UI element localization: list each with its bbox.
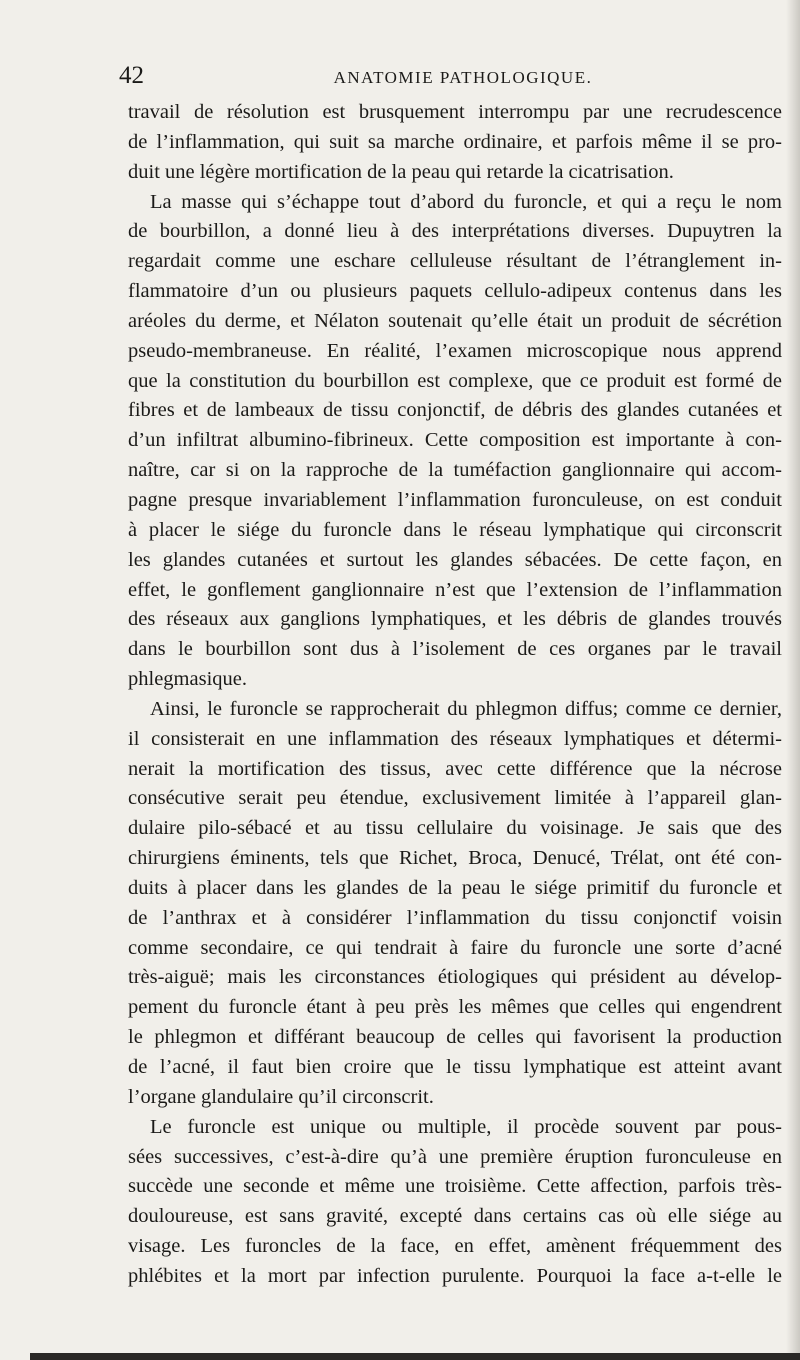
text-line: Ainsi, le furoncle se rapprocherait du phlegmon diffus; comme ce dernier, — [150, 697, 782, 720]
text-line: pseudo-membraneuse. En réalité, l’examen microscopique nous apprend — [128, 339, 782, 362]
text-line: comme secondaire, ce qui tendrait à faire du furoncle une sorte d’acné — [128, 936, 782, 959]
text-line: dulaire pilo-sébacé et au tissu cellulaire du voisinage. Je sais que des — [128, 817, 782, 840]
page-edge-shadow — [786, 0, 800, 1360]
text-line: le phlegmon et différant beaucoup de celles qui favorisent la production — [128, 1026, 782, 1049]
text-line: dans le bourbillon sont dus à l’isolement de ces organes par le travail — [128, 638, 782, 661]
text-line: flammatoire d’un ou plusieurs paquets cellulo-adipeux contenus dans les — [128, 280, 782, 303]
text-line: La masse qui s’échappe tout d’abord du furoncle, et qui a reçu le nom — [150, 190, 782, 213]
page-bottom-edge — [30, 1353, 800, 1360]
text-line: naître, car si on la rapproche de la tuméfaction ganglionnaire qui accom- — [128, 459, 782, 482]
text-line: succède une seconde et même une troisième. Cette affection, parfois très- — [128, 1175, 782, 1198]
text-line: visage. Les furoncles de la face, en effet, amènent fréquemment des — [128, 1235, 782, 1258]
text-line: chirurgiens éminents, tels que Richet, Broca, Denucé, Trélat, ont été con- — [128, 847, 782, 870]
text-line: de bourbillon, a donné lieu à des interprétations diverses. Dupuytren la — [128, 220, 782, 243]
page-header — [119, 62, 779, 96]
text-line: de l’anthrax et à considérer l’inflammation du tissu conjonctif voisin — [128, 906, 782, 929]
page-number: 42 — [119, 62, 144, 89]
text-line: phlegmasique. — [128, 668, 247, 691]
running-head: ANATOMIE PATHOLOGIQUE. — [333, 68, 593, 87]
text-line: l’organe glandulaire qu’il circonscrit. — [128, 1085, 434, 1108]
text-line: d’un infiltrat albumino-fibrineux. Cette composition est importante à con- — [128, 429, 782, 452]
text-line: consécutive serait peu étendue, exclusivement limitée à l’appareil glan- — [128, 787, 782, 810]
text-line: effet, le gonflement ganglionnaire n’est que l’extension de l’inflammation — [128, 578, 782, 601]
text-line: aréoles du derme, et Nélaton soutenait qu’elle était un produit de sécrétion — [128, 309, 782, 332]
text-line: très-aiguë; mais les circonstances étiologiques qui président au dévelop- — [128, 966, 782, 989]
text-line: les glandes cutanées et surtout les glandes sébacées. De cette façon, en — [128, 548, 782, 571]
text-line: de l’acné, il faut bien croire que le tissu lymphatique est atteint avant — [128, 1056, 782, 1078]
text-line: il consisterait en une inflammation des réseaux lymphatiques et détermi- — [128, 727, 782, 750]
text-line: pement du furoncle étant à peu près les mêmes que celles qui engendrent — [128, 996, 782, 1019]
text-line: pagne presque invariablement l’inflammation furonculeuse, on est conduit — [128, 488, 782, 511]
text-line: douloureuse, est sans gravité, excepté dans certains cas où elle siége au — [128, 1205, 782, 1228]
text-line: duits à placer dans les glandes de la peau le siége primitif du furoncle et — [128, 876, 782, 899]
text-line: travail de résolution est brusquement interrompu par une recrudescence — [128, 101, 782, 123]
text-line: regardait comme une eschare celluleuse résultant de l’étranglement in- — [128, 250, 782, 273]
text-line: que la constitution du bourbillon est complexe, que ce produit est formé de — [128, 369, 782, 392]
text-line: Le furoncle est unique ou multiple, il procède souvent par pous- — [150, 1115, 782, 1138]
text-line: fibres et de lambeaux de tissu conjonctif, de débris des glandes cutanées et — [128, 399, 782, 422]
text-line: à placer le siége du furoncle dans le réseau lymphatique qui circonscrit — [128, 518, 782, 541]
text-line: nerait la mortification des tissus, avec cette différence que la nécrose — [128, 757, 782, 780]
text-line: de l’inflammation, qui suit sa marche ordinaire, et parfois même il se pro- — [128, 130, 782, 153]
text-line: sées successives, c’est-à-dire qu’à une première éruption furonculeuse en — [128, 1145, 782, 1168]
body-text — [128, 98, 782, 1292]
text-line: phlébites et la mort par infection purulente. Pourquoi la face a-t-elle le — [128, 1264, 782, 1287]
text-line: des réseaux aux ganglions lymphatiques, et les débris de glandes trouvés — [128, 608, 782, 631]
text-line: duit une légère mortification de la peau qui retarde la cicatrisation. — [128, 160, 674, 183]
